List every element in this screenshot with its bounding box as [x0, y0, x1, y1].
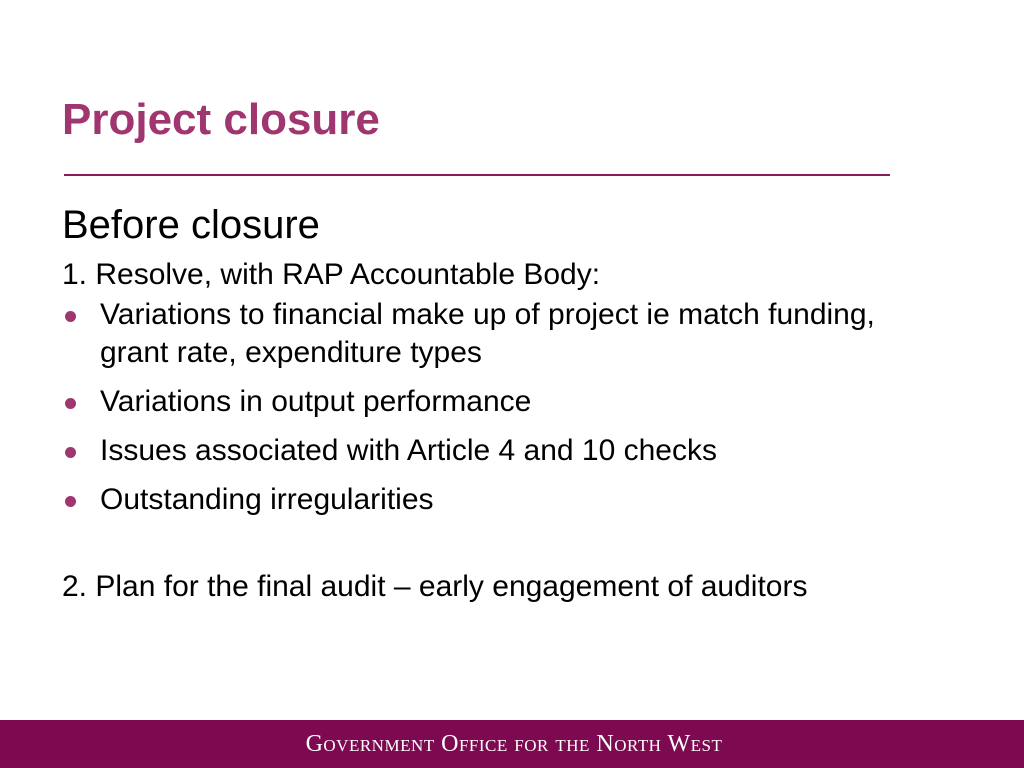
bullet-item: [62, 296, 942, 372]
title-divider: [64, 174, 890, 176]
bullet-text: Issues associated with Article 4 and 10 checks: [100, 434, 717, 467]
bullet-item: [62, 481, 942, 519]
bullet-text: Variations to financial make up of project ie match funding, grant rate, expenditure types: [100, 298, 875, 369]
bullet-dot-icon: [65, 311, 76, 322]
bullet-item: [62, 432, 942, 470]
step-2-text: 2. Plan for the final audit – early engagement of auditors: [62, 570, 808, 603]
bullet-text: Outstanding irregularities: [100, 483, 434, 516]
bullet-dot-icon: [65, 496, 76, 507]
bullet-text: Variations in output performance: [100, 385, 532, 418]
spacer: [62, 530, 942, 568]
slide-body: [62, 197, 942, 606]
bullet-item: [62, 383, 942, 421]
bullet-list: [62, 296, 942, 519]
footer-organization-name: Government Office for the North West: [305, 730, 723, 757]
section-heading: Before closure: [62, 203, 320, 247]
slide-title: Project closure: [62, 95, 380, 144]
bullet-dot-icon: [65, 447, 76, 458]
step-1-text: 1. Resolve, with RAP Accountable Body:: [62, 258, 601, 291]
footer-bar: [0, 720, 1024, 768]
bullet-dot-icon: [65, 398, 76, 409]
